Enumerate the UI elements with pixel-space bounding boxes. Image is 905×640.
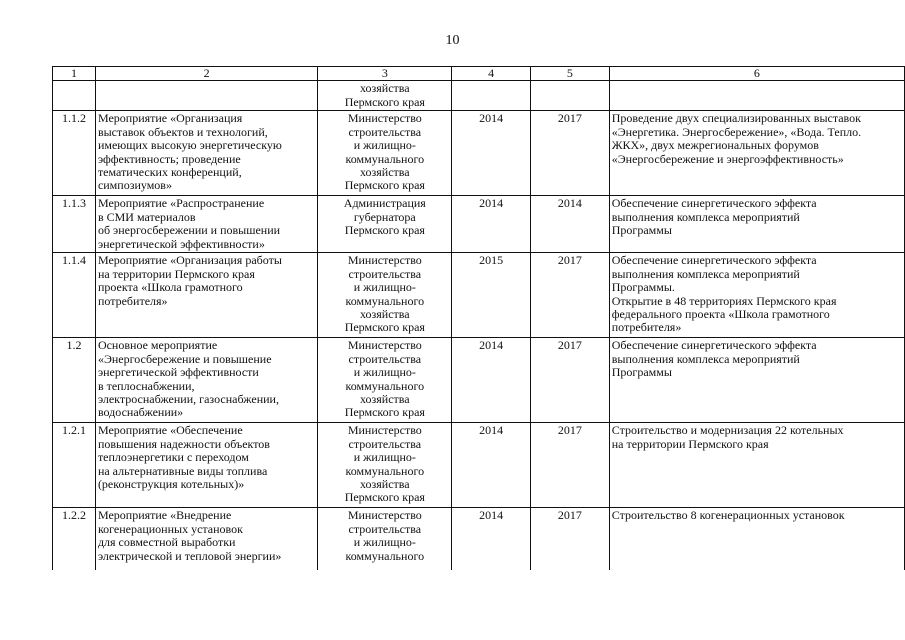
row-number-cell [53, 508, 96, 571]
end-year: 2017 [557, 111, 582, 126]
start-year-cell [452, 196, 531, 253]
end-year-cell [530, 196, 609, 253]
header-cell-4: 4 [452, 67, 531, 81]
activity-cell [95, 253, 317, 338]
result-cell [609, 508, 904, 571]
table-row [53, 196, 905, 253]
executor-cell [318, 196, 452, 253]
header-cell-3: 3 [318, 67, 452, 81]
activity-cell [95, 338, 317, 423]
executor-text: Министерство строительства и жилищно- коммунального хозяйства Пермского края [344, 111, 425, 193]
executor-text: Министерство строительства и жилищно- коммунального [345, 508, 425, 563]
row-number-cell [53, 196, 96, 253]
header-cell-6: 6 [609, 67, 904, 81]
executor-cell [318, 423, 452, 508]
result-cell [609, 338, 904, 423]
end-year-cell [530, 111, 609, 196]
end-year: 2017 [557, 423, 582, 438]
executor-cell [318, 508, 452, 571]
start-year: 2014 [479, 508, 504, 523]
result-cell [609, 423, 904, 508]
activity-cell [95, 81, 317, 111]
end-year: 2017 [557, 253, 582, 268]
start-year: 2014 [479, 111, 504, 126]
result-cell [609, 253, 904, 338]
table-row [53, 111, 905, 196]
table-row [53, 423, 905, 508]
table-row [53, 81, 905, 111]
program-activities-table [52, 66, 905, 570]
executor-cell [318, 253, 452, 338]
start-year-cell [452, 111, 531, 196]
executor-cell [318, 111, 452, 196]
start-year-cell [452, 338, 531, 423]
row-number: 1.1.3 [61, 196, 86, 211]
executor-text: Министерство строительства и жилищно- коммунального хозяйства Пермского края [344, 253, 425, 335]
row-number-cell [53, 253, 96, 338]
activity-cell [95, 423, 317, 508]
executor-text: хозяйства Пермского края [344, 81, 425, 109]
end-year-cell [530, 81, 609, 111]
activity-text: Основное мероприятие «Энергосбережение и повышение энергетической эффективности в теплоснабжении, электроснабжении, газоснабжении, водоснабжении» [97, 338, 279, 420]
row-number: 1.1.2 [61, 111, 86, 126]
activity-text: Мероприятие «Организация работы на территории Пермского края проекта «Школа грамотного потребителя» [97, 253, 282, 308]
row-number: 1.2.1 [61, 423, 86, 438]
activity-cell [95, 508, 317, 571]
row-number-cell [53, 111, 96, 196]
table-row [53, 253, 905, 338]
result-text: Обеспечение синергетического эффекта выполнения комплекса мероприятий Программы [611, 196, 817, 238]
start-year: 2014 [479, 196, 504, 211]
executor-text: Администрация губернатора Пермского края [343, 196, 426, 238]
header-cell-1: 1 [53, 67, 96, 81]
start-year-cell [452, 423, 531, 508]
row-number-cell [53, 423, 96, 508]
row-number-cell [53, 81, 96, 111]
start-year-cell [452, 508, 531, 571]
executor-text: Министерство строительства и жилищно- коммунального хозяйства Пермского края [344, 338, 425, 420]
table-row [53, 508, 905, 571]
activity-text: Мероприятие «Распространение в СМИ материалов об энергосбережении и повышении энергетической эффективности» [97, 196, 281, 251]
result-text: Строительство и модернизация 22 котельных на территории Пермского края [611, 423, 844, 451]
row-number: 1.2.2 [61, 508, 86, 523]
table-row [53, 338, 905, 423]
activity-text: Мероприятие «Внедрение когенерационных установок для совместной выработки электрической и тепловой энергии» [97, 508, 282, 563]
row-number-cell [53, 338, 96, 423]
header-cell-5: 5 [530, 67, 609, 81]
result-cell [609, 111, 904, 196]
result-cell [609, 196, 904, 253]
end-year: 2014 [557, 196, 582, 211]
end-year-cell [530, 253, 609, 338]
result-text: Проведение двух специализированных выставок «Энергетика. Энергосбережение», «Вода. Тепло. ЖКХ», двух межрегиональных форумов «Энергосбережение и энергоэффективность» [611, 111, 862, 166]
result-text: Обеспечение синергетического эффекта выполнения комплекса мероприятий Программы [611, 338, 817, 380]
row-number: 1.1.4 [61, 253, 86, 268]
row-number: 1.2 [66, 338, 82, 353]
start-year: 2015 [479, 253, 504, 268]
start-year: 2014 [479, 423, 504, 438]
executor-text: Министерство строительства и жилищно- коммунального хозяйства Пермского края [344, 423, 425, 505]
start-year: 2014 [479, 338, 504, 353]
header-cell-2: 2 [95, 67, 317, 81]
end-year-cell [530, 338, 609, 423]
end-year-cell [530, 508, 609, 571]
activity-text: Мероприятие «Организация выставок объектов и технологий, имеющих высокую энергетическую эффективность; проведение тематических конференций, симпозиумов» [97, 111, 282, 193]
end-year: 2017 [557, 508, 582, 523]
start-year-cell [452, 81, 531, 111]
executor-cell [318, 338, 452, 423]
activity-text: Мероприятие «Обеспечение повышения надежности объектов теплоэнергетики с переходом на альтернативные виды топлива (реконструкция котельных)» [97, 423, 270, 492]
result-text: Обеспечение синергетического эффекта выполнения комплекса мероприятий Программы. Открытие в 48 территориях Пермского края федерального проекта «Школа грамотного потребителя» [611, 253, 837, 335]
activity-cell [95, 111, 317, 196]
start-year-cell [452, 253, 531, 338]
table-header-row [53, 67, 905, 81]
activity-cell [95, 196, 317, 253]
executor-cell [318, 81, 452, 111]
result-text: Строительство 8 когенерационных установок [611, 508, 845, 523]
page-number: 10 [445, 33, 460, 48]
end-year-cell [530, 423, 609, 508]
result-cell [609, 81, 904, 111]
end-year: 2017 [557, 338, 582, 353]
